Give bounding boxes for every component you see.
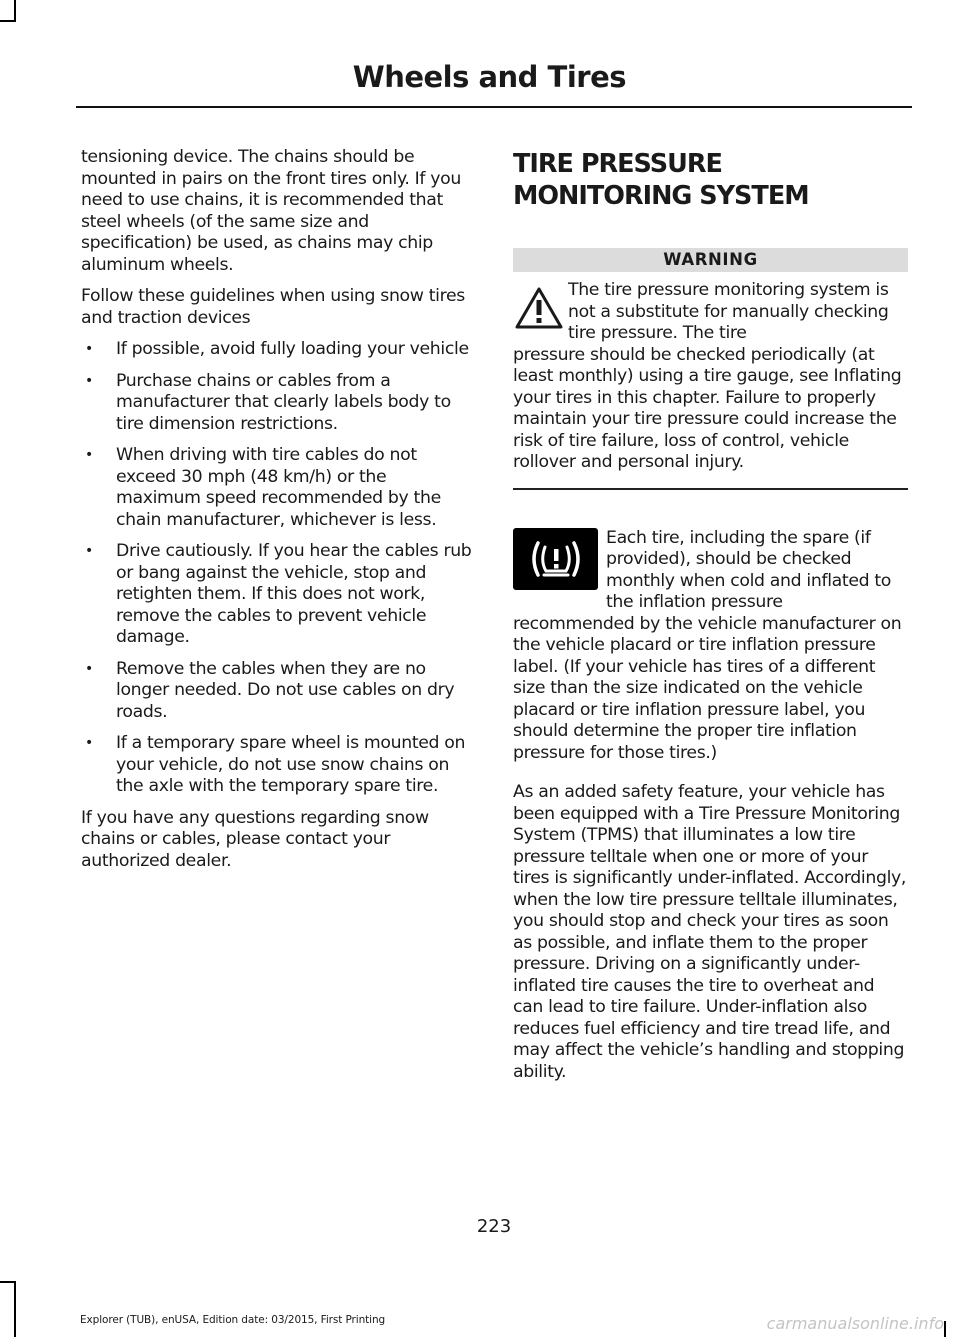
tire-pressure-warning-icon: [513, 528, 598, 590]
list-item: • If a temporary spare wheel is mounted on your vehicle, do not use snow chains on the axle with the temporary spare tire.: [81, 733, 476, 798]
crop-mark-bottom-left: [14, 1281, 16, 1337]
watermark: [701, 1312, 946, 1334]
warning-heading: WARNING: [513, 248, 908, 272]
page-number: 223: [476, 1216, 512, 1237]
right-column: [513, 148, 908, 1093]
list-item: • Drive cautiously. If you hear the cables rub or bang against the vehicle, stop and retighten them. If this does not work, remove the cables to prevent vehicle damage.: [81, 541, 476, 649]
crop-mark-top-left: [14, 0, 16, 22]
list-item: • If possible, avoid fully loading your vehicle: [81, 339, 476, 361]
warning-text-beside-icon: The tire pressure monitoring system is not a substitute for manually checking tire pressure. The tire: [568, 280, 889, 343]
left-column: [81, 147, 476, 882]
footer-edition: Explorer (TUB), enUSA, Edition date: 03/2015, First Printing: [80, 1314, 386, 1326]
paragraph-guidelines-intro: Follow these guidelines when using snow tires and traction devices: [81, 286, 465, 328]
paragraph-closing: If you have any questions regarding snow chains or cables, please contact your authorized dealer.: [81, 807, 429, 871]
guidelines-list: [81, 339, 476, 798]
crop-mark-top-left-h: [0, 20, 16, 22]
svg-text:carmanualsonline.info: carmanualsonline.info: [766, 1314, 944, 1333]
list-item: • Purchase chains or cables from a manufacturer that clearly labels body to tire dimension restrictions.: [81, 371, 476, 436]
list-item: • When driving with tire cables do not exceed 30 mph (48 km/h) or the maximum speed recommended by the chain manufacturer, whichever is less.: [81, 445, 476, 531]
paragraph-tpms-feature: As an added safety feature, your vehicle has been equipped with a Tire Pressure Monitoring System (TPMS) that illuminates a low tire pressure telltale when one or more of your tires is significantly under-inflated. Accordingly, when the low tire pressure telltale illuminates, you should stop and check your tires as soon as possible, and inflate them to the proper pressure. Driving on a significantly under-inflated tire causes the tire to overheat and can lead to tire failure. Under-inflation also reduces fuel efficiency and tire tread life, and may affect the vehicle’s handling and stopping ability.: [513, 782, 907, 1082]
tpms-block: [513, 528, 908, 765]
paragraph-tire-check: Each tire, including the spare (if provided), should be checked monthly when cold and inflated to the inflation pressure recommended by the vehicle manufacturer on the vehicle placard or tire inflation pressure label. (If your vehicle has tires of a different size than the size indicated on the vehicle placard or tire inflation pressure label, you should determine the proper tire inflation pressure for those tires.): [513, 527, 902, 763]
warning-triangle-icon: [513, 284, 565, 332]
warning-text-continued: pressure should be checked periodically (at least monthly) using a tire gauge, see Inflating your tires in this chapter. Failure to properly maintain your tire pressure could increase the risk of tire failure, loss of control, vehicle rollover and personal injury.: [513, 344, 902, 472]
watermark-logo-icon: [701, 1312, 946, 1334]
list-item: • Remove the cables when they are no longer needed. Do not use cables on dry roads.: [81, 659, 476, 724]
paragraph-chains: tensioning device. The chains should be mounted in pairs on the front tires only. If you need to use chains, it is recommended that steel wheels (of the same size and specification) be used, as chains may chip aluminum wheels.: [81, 147, 462, 275]
title-rule: [76, 106, 912, 108]
warning-block: [513, 280, 908, 474]
page-title: Wheels and Tires: [352, 60, 626, 94]
warning-rule: [513, 488, 908, 490]
section-title: TIRE PRESSURE MONITORING SYSTEM: [513, 149, 809, 211]
crop-mark-bottom-left-h: [0, 1281, 16, 1283]
